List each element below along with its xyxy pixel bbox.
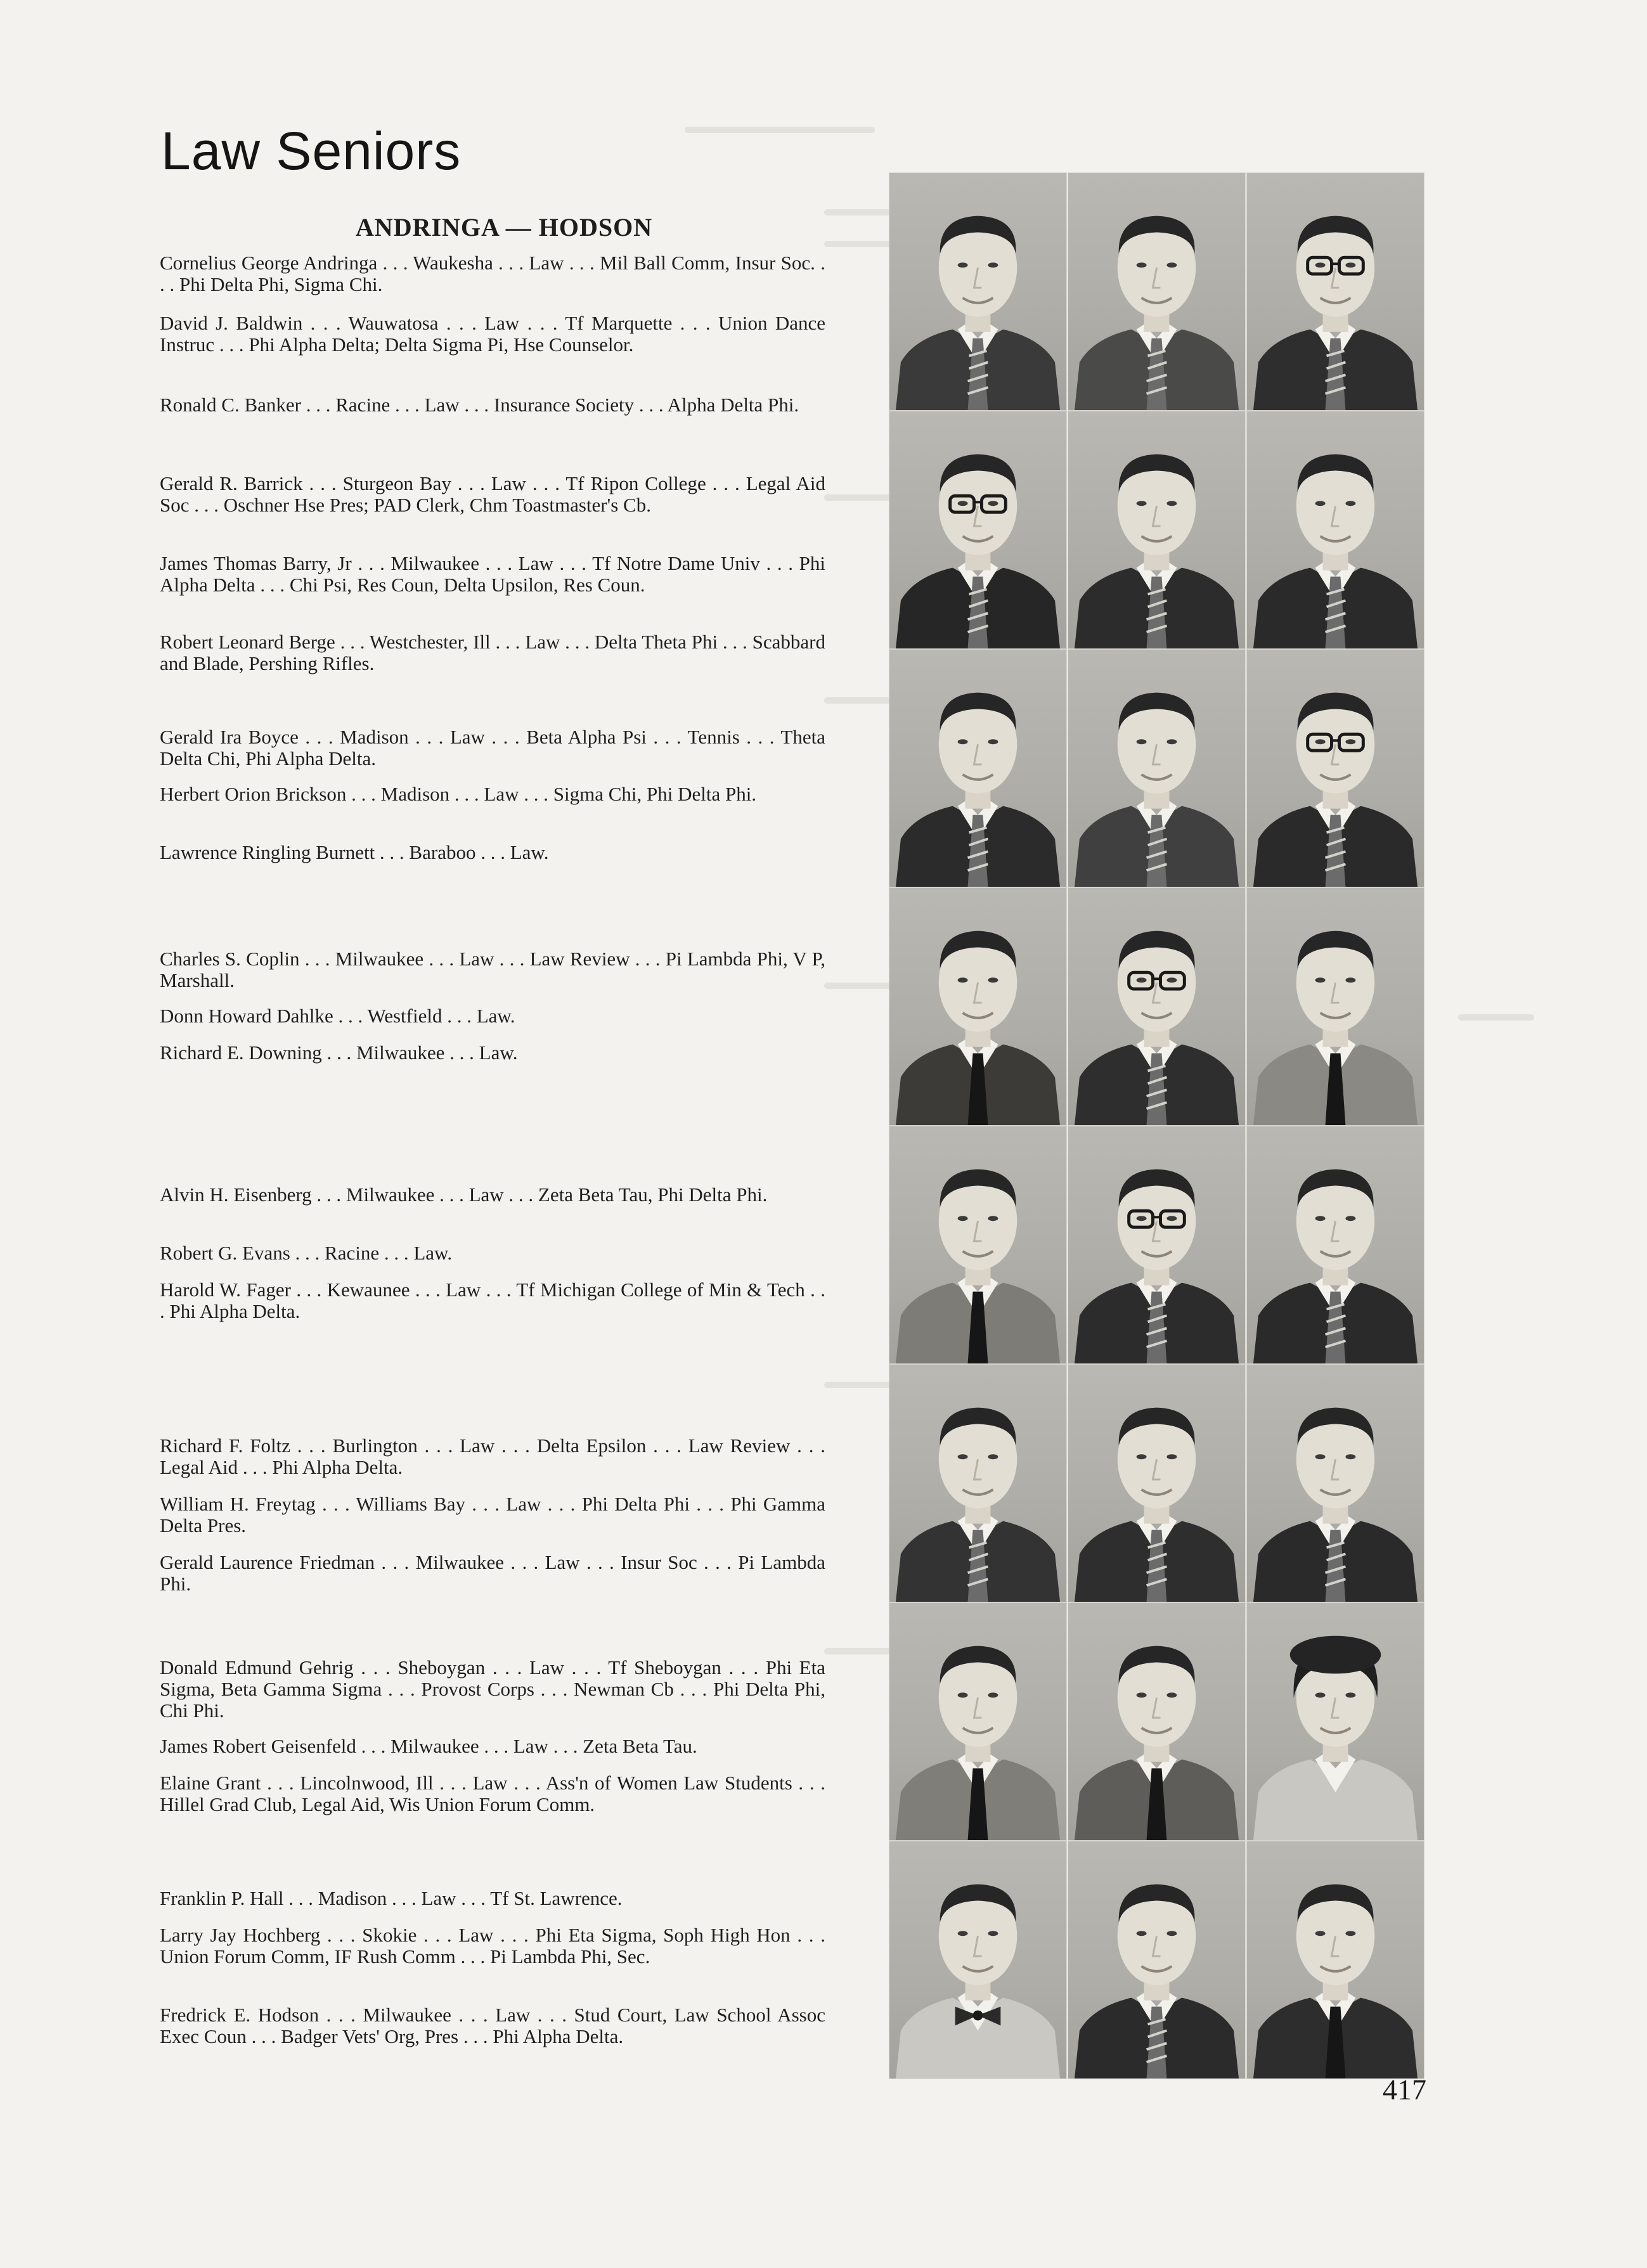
portrait-photo [889, 1602, 1067, 1841]
portrait-photo [1068, 172, 1246, 411]
senior-entry: Donn Howard Dahlke . . . Westfield . . . Law. [160, 1005, 515, 1027]
portrait-photo [1068, 411, 1246, 649]
page-number: 417 [1383, 2073, 1426, 2106]
senior-entry: Charles S. Coplin . . . Milwaukee . . . Law . . . Law Review . . . Pi Lambda Phi, V P, Marshall. [160, 948, 825, 991]
portrait-figure [889, 1126, 1066, 1363]
senior-entry: David J. Baldwin . . . Wauwatosa . . . Law . . . Tf Marquette . . . Union Dance Instruc . . . Phi Alpha Delta; Delta Sigma Pi, Hse Counselor. [160, 312, 825, 356]
portrait-photo [889, 1841, 1067, 2079]
senior-entry: Lawrence Ringling Burnett . . . Baraboo . . . Law. [160, 841, 549, 863]
portrait-figure [889, 888, 1066, 1125]
portrait-figure [1247, 1126, 1424, 1363]
portrait-photo [1068, 1364, 1246, 1602]
senior-entry: Gerald R. Barrick . . . Sturgeon Bay . . . Law . . . Tf Ripon College . . . Legal Aid Soc . . . Oschner Hse Pres; PAD Clerk, Chm Toastmaster's Cb. [160, 472, 825, 516]
portrait-figure [1247, 411, 1424, 648]
portrait-photo [1068, 1126, 1246, 1364]
senior-entry: Gerald Laurence Friedman . . . Milwaukee . . . Law . . . Insur Soc . . . Pi Lambda Phi. [160, 1551, 825, 1595]
portrait-figure [1068, 1126, 1245, 1363]
senior-entry: Richard E. Downing . . . Milwaukee . . . Law. [160, 1041, 518, 1064]
portrait-figure [1068, 1365, 1245, 1602]
portrait-photo [889, 411, 1067, 649]
senior-entry: Ronald C. Banker . . . Racine . . . Law . . . Insurance Society . . . Alpha Delta Phi. [160, 394, 799, 416]
portrait-photo [1246, 887, 1424, 1126]
portrait-figure [889, 1365, 1066, 1602]
portrait-figure [1247, 650, 1424, 887]
portrait-figure [1068, 1603, 1245, 1840]
portrait-photo [1246, 1126, 1424, 1364]
senior-entry: Richard F. Foltz . . . Burlington . . . Law . . . Delta Epsilon . . . Law Review . . . Legal Aid . . . Phi Alpha Delta. [160, 1434, 825, 1478]
portrait-photo [1246, 649, 1424, 887]
portrait-figure [1247, 888, 1424, 1125]
portrait-figure [889, 173, 1066, 410]
portrait-figure [889, 650, 1066, 887]
portrait-figure [1247, 1365, 1424, 1602]
senior-entry: Franklin P. Hall . . . Madison . . . Law . . . Tf St. Lawrence. [160, 1887, 623, 1909]
portrait-photo [1246, 1841, 1424, 2079]
page-title: Law Seniors [161, 121, 462, 181]
senior-entry: James Thomas Barry, Jr . . . Milwaukee . . . Law . . . Tf Notre Dame Univ . . . Phi Alpha Delta . . . Chi Psi, Res Coun, Delta Upsilon, Res Coun. [160, 552, 825, 596]
portrait-photo [889, 1126, 1067, 1364]
portrait-figure [889, 1841, 1066, 2078]
senior-entry: Robert Leonard Berge . . . Westchester, Ill . . . Law . . . Delta Theta Phi . . . Scabbard and Blade, Pershing Rifles. [160, 631, 825, 674]
portrait-figure [1068, 650, 1245, 887]
portrait-photo [1246, 172, 1424, 411]
senior-entry: Cornelius George Andringa . . . Waukesha . . . Law . . . Mil Ball Comm, Insur Soc. . . . Phi Delta Phi, Sigma Chi. [160, 252, 825, 295]
portrait-photo [889, 172, 1067, 411]
senior-entry: Fredrick E. Hodson . . . Milwaukee . . . Law . . . Stud Court, Law School Assoc Exec Coun . . . Badger Vets' Org, Pres . . . Phi Alpha Delta. [160, 2004, 825, 2047]
portrait-figure [1068, 411, 1245, 648]
portrait-photo [1068, 1841, 1246, 2079]
portrait-photo [889, 1364, 1067, 1602]
portrait-photo [889, 887, 1067, 1126]
portrait-photo [889, 649, 1067, 887]
portrait-photo [1246, 411, 1424, 649]
senior-entry: Herbert Orion Brickson . . . Madison . . . Law . . . Sigma Chi, Phi Delta Phi. [160, 783, 757, 805]
senior-entry: William H. Freytag . . . Williams Bay . . . Law . . . Phi Delta Phi . . . Phi Gamma Delta Pres. [160, 1493, 825, 1537]
portrait-figure [1247, 1603, 1424, 1840]
portrait-figure [889, 1603, 1066, 1840]
portrait-figure [889, 411, 1066, 648]
portrait-photo [1068, 1602, 1246, 1841]
portrait-figure [1247, 1841, 1424, 2078]
portrait-photo [1068, 649, 1246, 887]
senior-entry: James Robert Geisenfeld . . . Milwaukee . . . Law . . . Zeta Beta Tau. [160, 1735, 697, 1757]
senior-entry: Gerald Ira Boyce . . . Madison . . . Law . . . Beta Alpha Psi . . . Tennis . . . Theta Delta Chi, Phi Alpha Delta. [160, 726, 825, 770]
portrait-figure [1068, 173, 1245, 410]
senior-entry: Elaine Grant . . . Lincolnwood, Ill . . . Law . . . Ass'n of Women Law Students . . . Hillel Grad Club, Legal Aid, Wis Union Forum Comm. [160, 1772, 825, 1815]
portrait-photo [1068, 887, 1246, 1126]
portrait-photo [1246, 1602, 1424, 1841]
portrait-grid [889, 172, 1424, 2079]
portrait-figure [1068, 888, 1245, 1125]
portrait-figure [1068, 1841, 1245, 2078]
senior-entry: Harold W. Fager . . . Kewaunee . . . Law . . . Tf Michigan College of Min & Tech . . . Phi Alpha Delta. [160, 1279, 825, 1322]
portrait-photo [1246, 1364, 1424, 1602]
senior-entry: Robert G. Evans . . . Racine . . . Law. [160, 1242, 453, 1264]
senior-entry: Larry Jay Hochberg . . . Skokie . . . Law . . . Phi Eta Sigma, Soph High Hon . . . Union Forum Comm, IF Rush Comm . . . Pi Lambda Phi, Sec. [160, 1924, 825, 1968]
senior-entry: Alvin H. Eisenberg . . . Milwaukee . . . Law . . . Zeta Beta Tau, Phi Delta Phi. [160, 1183, 768, 1206]
portrait-figure [1247, 173, 1424, 410]
senior-entry: Donald Edmund Gehrig . . . Sheboygan . . . Law . . . Tf Sheboygan . . . Phi Eta Sigma, Beta Gamma Sigma . . . Provost Corps . . . Newman Cb . . . Phi Delta Phi, Chi Phi. [160, 1656, 825, 1722]
name-range-heading: ANDRINGA — HODSON [355, 213, 653, 242]
